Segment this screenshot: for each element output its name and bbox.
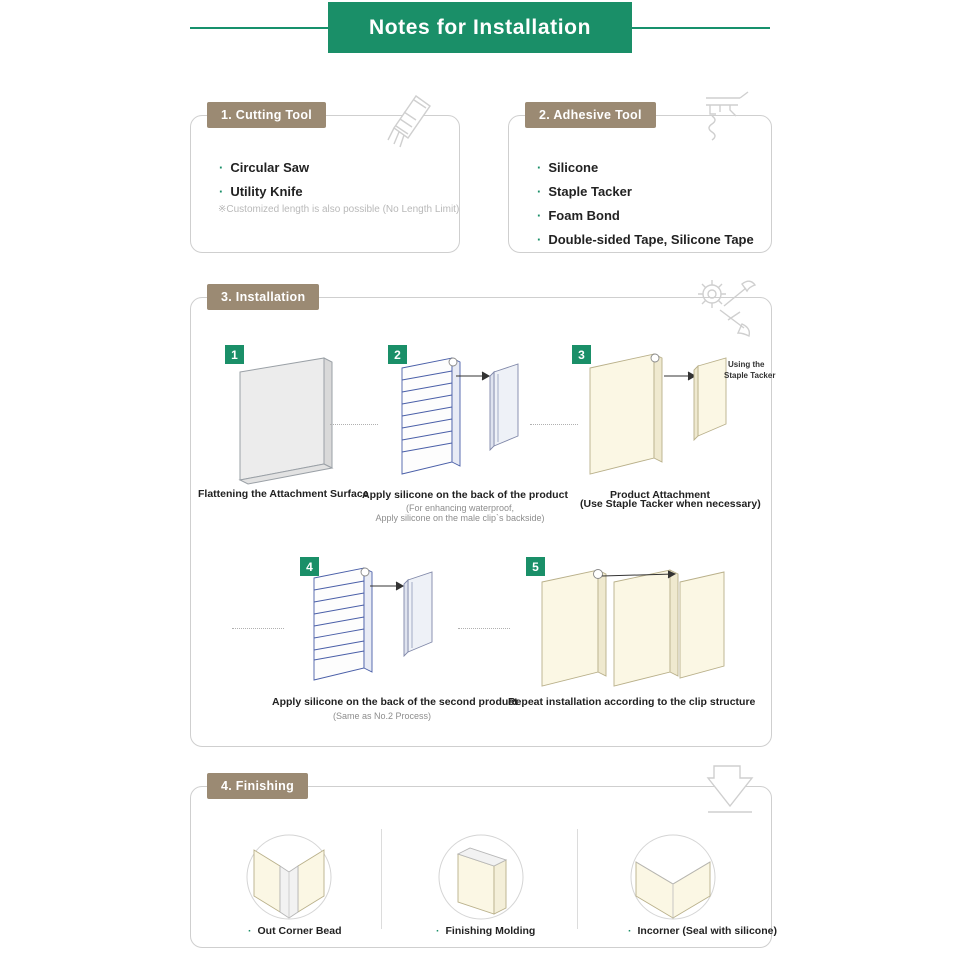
list-item: · Foam Bond	[537, 208, 754, 223]
step4-caption: Apply silicone on the back of the second product	[272, 696, 518, 708]
cutting-tool-list	[219, 160, 309, 208]
step3-note-line1: Using the	[728, 360, 765, 369]
page-header	[0, 0, 960, 60]
caulking-gun-icon	[690, 86, 762, 158]
cutting-tool-note: ※Customized length is also possible (No Length Limit)	[218, 204, 460, 215]
page-title: Notes for Installation	[328, 2, 632, 53]
list-item: · Circular Saw	[219, 160, 309, 175]
step-number-3: 3	[572, 345, 591, 364]
out-corner-bead-diagram	[244, 832, 334, 922]
list-item: · Staple Tacker	[537, 184, 754, 199]
step4-second-product-silicone-illustration	[300, 560, 450, 700]
finishing-molding-diagram	[436, 832, 526, 922]
section-installation-tag: 3. Installation	[207, 284, 319, 310]
step5-repeat-installation-illustration	[528, 560, 748, 700]
step5-caption: Repeat installation according to the clip structure	[508, 696, 756, 708]
section-cutting-tool-tag: 1. Cutting Tool	[207, 102, 326, 128]
step-number-5: 5	[526, 557, 545, 576]
adhesive-tool-list	[537, 160, 754, 256]
section-adhesive-tool-tag: 2. Adhesive Tool	[525, 102, 656, 128]
list-item: · Double-sided Tape, Silicone Tape	[537, 232, 754, 247]
step-connector-dots	[330, 424, 378, 425]
gear-tool-icon	[690, 276, 764, 338]
finishing-divider-2	[577, 829, 578, 929]
step1-caption: Flattening the Attachment Surface	[198, 488, 369, 500]
step1-wall-panel-illustration	[228, 352, 348, 492]
step3-caption: Product Attachment	[610, 489, 710, 501]
step3-subcaption: (Use Staple Tacker when necessary)	[580, 498, 761, 510]
saw-icon	[378, 88, 448, 158]
step-number-4: 4	[300, 557, 319, 576]
step-connector-dots	[232, 628, 284, 629]
step3-product-attachment-illustration	[576, 346, 736, 496]
finishing-item-2-label: · Finishing Molding	[436, 925, 535, 937]
step-number-1: 1	[225, 345, 244, 364]
step2-subcaption-line2: Apply silicone on the male clip`s backside)	[375, 513, 545, 523]
step4-subcaption: (Same as No.2 Process)	[332, 711, 432, 721]
step-connector-dots	[458, 628, 510, 629]
list-item: · Silicone	[537, 160, 754, 175]
finishing-item-3-label: · Incorner (Seal with silicone)	[628, 925, 777, 937]
section-finishing-tag: 4. Finishing	[207, 773, 308, 799]
step2-subcaption-line1: (For enhancing waterproof,	[405, 503, 515, 513]
corner-bead-icon	[700, 762, 760, 824]
step3-note-line2: Staple Tacker	[724, 371, 776, 380]
step2-silicone-application-illustration	[390, 350, 530, 495]
step-connector-dots	[530, 424, 578, 425]
incorner-diagram	[628, 832, 718, 922]
finishing-item-1-label: · Out Corner Bead	[248, 925, 342, 937]
list-item: · Utility Knife	[219, 184, 309, 199]
finishing-divider-1	[381, 829, 382, 929]
step2-caption: Apply silicone on the back of the product	[362, 489, 568, 501]
step-number-2: 2	[388, 345, 407, 364]
